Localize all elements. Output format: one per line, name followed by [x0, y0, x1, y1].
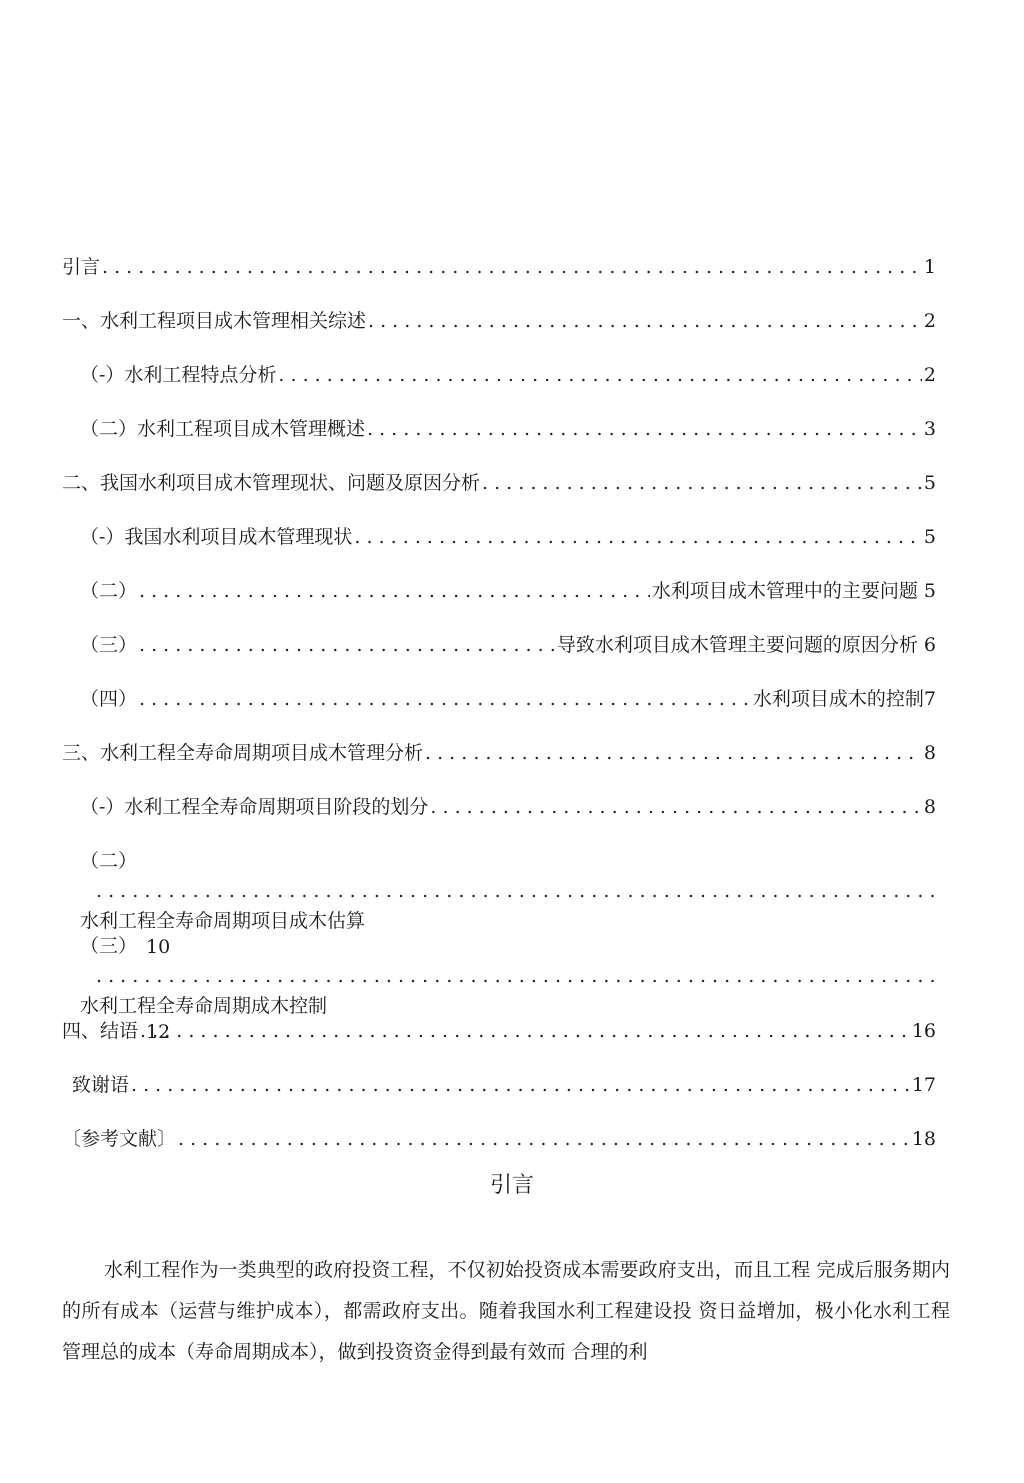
leader-dots	[140, 1016, 910, 1046]
leader-dots	[482, 468, 922, 498]
leader-dots	[278, 360, 921, 390]
toc-entry[interactable]: （二） . . . 水利项目成木管理中的主要问题 5	[62, 576, 936, 630]
leader-dots	[139, 630, 555, 660]
toc-entry[interactable]: （-）水利工程全寿命周期项目阶段的划分 . . . 8	[62, 792, 936, 846]
toc-entry[interactable]: 二、我国水利项目成木管理现状、问题及原因分析 . . . 5	[62, 468, 936, 522]
paragraph: 水利工程作为一类典型的政府投资工程，不仅初始投资成本需要政府支出，而且工程 完成后服务期内的所有成本（运营与维护成本），都需政府支出。随着我国水利工程建设投 资日益增加，极小化水利工程管理总的成本（寿命周期成本），做到投资资金得到最有效而 合理的利	[62, 1259, 950, 1363]
leader-dots	[139, 684, 751, 714]
toc-entry[interactable]: 〔参考文献〕 . . . 18	[62, 1124, 936, 1178]
leader-dots	[139, 576, 650, 606]
leader-dots	[367, 414, 922, 444]
leader-dots	[178, 1124, 910, 1154]
toc-entry[interactable]: 一、水利工程项目成木管理相关综述 . . . 2	[62, 306, 936, 360]
toc-entry[interactable]: 三、水利工程全寿命周期项目成木管理分析 . . . 8	[62, 738, 936, 792]
toc-entry[interactable]: （三） . . . 导致水利项目成木管理主要问题的原因分析 6	[62, 630, 936, 684]
body-text	[62, 1250, 950, 1373]
leader-dots	[102, 252, 922, 282]
leader-dots	[96, 961, 934, 991]
toc-entry[interactable]: （-）水利工程特点分析 . . . 2	[62, 360, 936, 414]
leader-dots	[368, 306, 922, 336]
toc-entry[interactable]: （二） . . . 水利工程全寿命周期项目成木估算 10	[62, 846, 936, 931]
toc-entry[interactable]: （四） . . . 水利项目成木的控制 7	[62, 684, 936, 738]
leader-dots	[430, 792, 921, 822]
leader-dots	[425, 738, 922, 768]
section-heading: 引言	[489, 1173, 534, 1198]
toc-entry[interactable]: （-）我国水利项目成木管理现状 . . . 5	[62, 522, 936, 576]
table-of-contents	[62, 252, 936, 1178]
leader-dots	[131, 1070, 910, 1100]
toc-entry[interactable]: 致谢语 . . . 17	[62, 1070, 936, 1124]
toc-entry[interactable]: （二）水利工程项目成木管理概述 . . . 3	[62, 414, 936, 468]
toc-entry[interactable]: （三） . . . 水利工程全寿命周期成木控制 12	[62, 931, 936, 1016]
leader-dots	[96, 876, 934, 906]
toc-entry[interactable]: 引言 . . . 1	[62, 252, 936, 306]
toc-entry[interactable]: 四、结语 . . . 16	[62, 1016, 936, 1070]
leader-dots	[354, 522, 921, 552]
